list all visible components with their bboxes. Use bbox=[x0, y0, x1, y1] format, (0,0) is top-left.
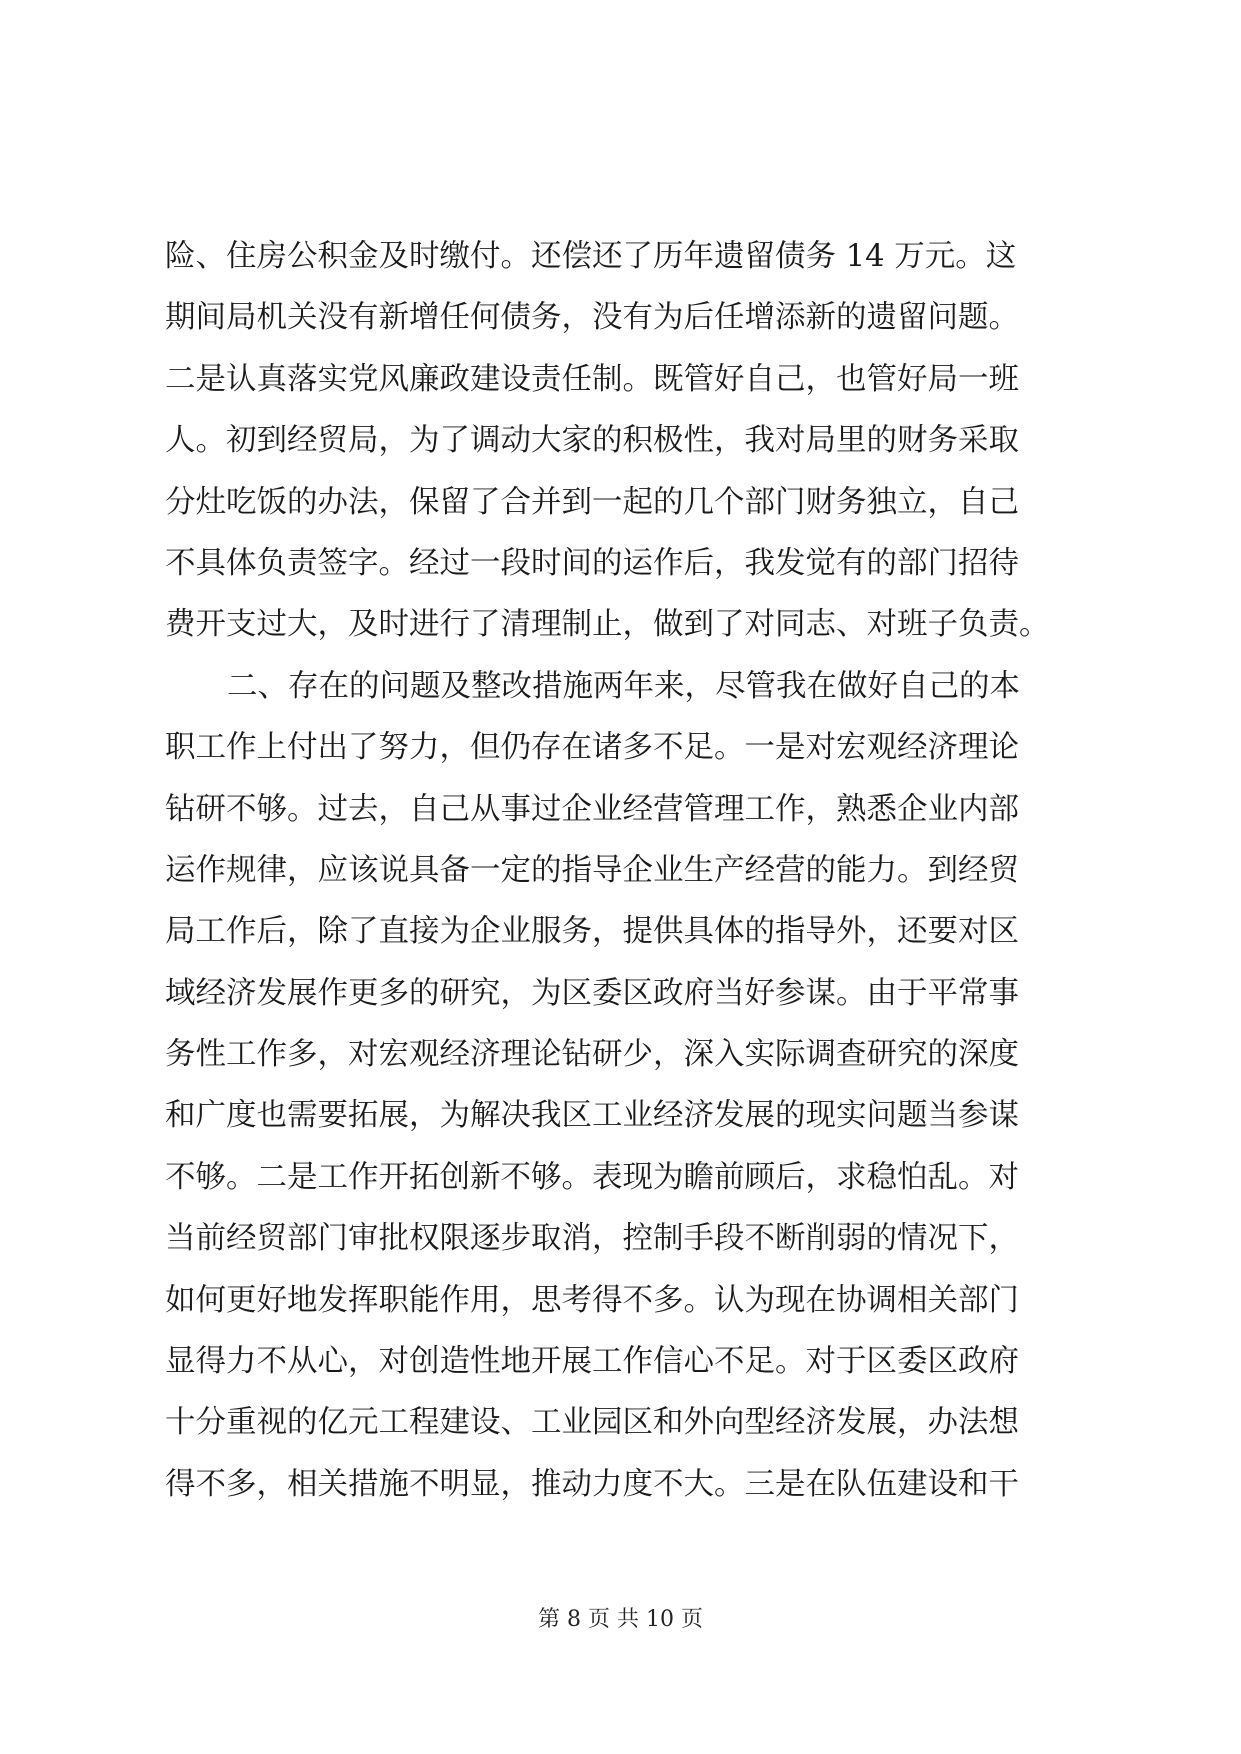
text-line: 局工作后，除了直接为企业服务，提供具体的指导外，还要对区 bbox=[165, 914, 1019, 950]
text-line: 和广度也需要拓展，为解决我区工业经济发展的现实问题当参谋 bbox=[165, 1098, 1019, 1134]
text-line: 域经济发展作更多的研究，为区委区政府当好参谋。由于平常事 bbox=[165, 975, 1019, 1011]
text-line: 期间局机关没有新增任何债务，没有为后任增添新的遗留问题。 bbox=[165, 300, 1019, 336]
text-line: 运作规律，应该说具备一定的指导企业生产经营的能力。到经贸 bbox=[165, 852, 1019, 888]
page-number-footer: 第 8 页 共 10 页 bbox=[538, 1607, 703, 1632]
text-line: 得不多，相关措施不明显，推动力度不大。三是在队伍建设和干 bbox=[165, 1466, 1019, 1502]
text-line: 费开支过大，及时进行了清理制止，做到了对同志、对班子负责。 bbox=[165, 607, 1050, 643]
text-line: 分灶吃饭的办法，保留了合并到一起的几个部门财务独立，自己 bbox=[165, 484, 1019, 520]
body-text bbox=[165, 226, 1085, 1515]
text-line: 如何更好地发挥职能作用，思考得不多。认为现在协调相关部门 bbox=[165, 1282, 1019, 1318]
text-line: 不具体负责签字。经过一段时间的运作后，我发觉有的部门招待 bbox=[165, 545, 1019, 581]
text-line: 职工作上付出了努力，但仍存在诸多不足。一是对宏观经济理论 bbox=[165, 730, 1019, 766]
text-line: 二是认真落实党风廉政建设责任制。既管好自己，也管好局一班 bbox=[165, 361, 1019, 397]
text-line: 务性工作多，对宏观经济理论钻研少，深入实际调查研究的深度 bbox=[165, 1037, 1019, 1073]
text-line: 险、住房公积金及时缴付。还偿还了历年遗留债务 14 万元。这 bbox=[165, 239, 1017, 274]
text-line: 十分重视的亿元工程建设、工业园区和外向型经济发展，办法想 bbox=[165, 1405, 1019, 1441]
section-heading-line: 二、存在的问题及整改措施两年来，尽管我在做好自己的本 bbox=[227, 668, 1020, 704]
text-line: 人。初到经贸局，为了调动大家的积极性，我对局里的财务采取 bbox=[165, 423, 1019, 459]
text-line: 钻研不够。过去，自己从事过企业经营管理工作，熟悉企业内部 bbox=[165, 791, 1019, 827]
text-line: 显得力不从心，对创造性地开展工作信心不足。对于区委区政府 bbox=[165, 1344, 1019, 1380]
text-line: 不够。二是工作开拓创新不够。表现为瞻前顾后，求稳怕乱。对 bbox=[165, 1159, 1019, 1195]
text-line: 当前经贸部门审批权限逐步取消，控制手段不断削弱的情况下， bbox=[165, 1221, 1019, 1257]
